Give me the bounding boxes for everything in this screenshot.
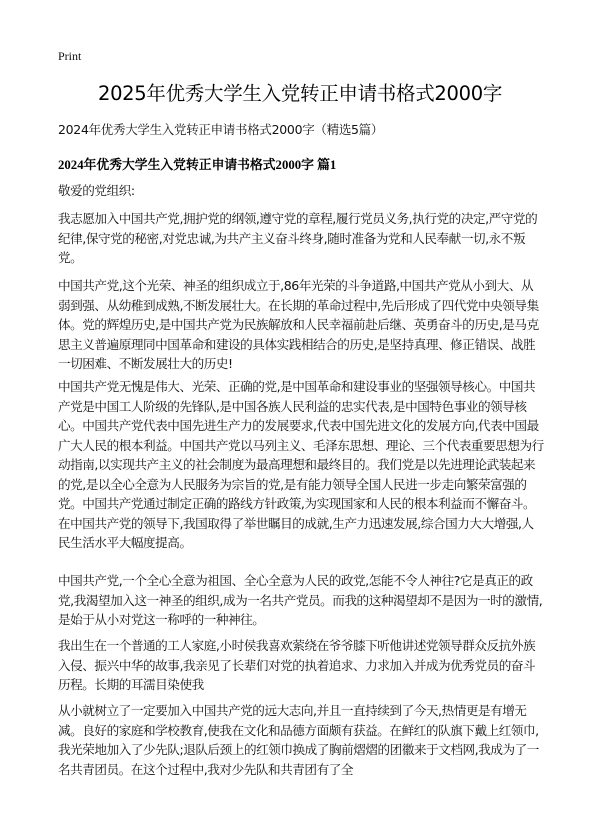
paragraph-4: 中国共产党,一个全心全意为祖国、全心全意为人民的政党,怎能不令人神往?它是真正的政党,我渴望加入这一神圣的组织,成为一名共产党员。而我的这种渴望却不是因为一时的激情,是始于从小对党这一称呼的一种神往。 (58, 573, 543, 627)
greeting: 敬爱的党组织: (58, 183, 135, 198)
paragraph-5: 我出生在一个普通的工人家庭,小时侯我喜欢萦绕在爷爷膝下听他讲述党领导群众反抗外族入侵、振兴中华的故事,我亲见了长辈们对党的执着追求、力求加入并成为优秀党员的奋斗历程。长期的耳濡目染使我 (58, 638, 536, 692)
paragraph-2: 中国共产党,这个光荣、神圣的组织成立于,86年光荣的斗争道路,中国共产党从小到大、从弱到强、从幼稚到成熟,不断发展壮大。在长期的革命过程中,先后形成了四代党中央领导集体。党的辉煌历史,是中国共产党为民族解放和人民幸福前赴后继、英勇奋斗的历史,是马克思主义普遍原理同中国革命和建设的具体实践相结合的历史,是坚持真理、修正错误、战胜一切困难、不断发展壮大的历史! (58, 278, 539, 371)
document-title: 2025年优秀大学生入党转正申请书格式2000字 (97, 82, 503, 105)
print-link[interactable]: Print (58, 49, 82, 63)
section-heading: 2024年优秀大学生入党转正申请书格式2000字 篇1 (58, 158, 337, 172)
paragraph-3: 中国共产党无愧是伟大、光荣、正确的党,是中国革命和建设事业的坚强领导核心。中国共产党是中国工人阶级的先锋队,是中国各族人民利益的忠实代表,是中国特色事业的领导核心。中国共产党代表中国先进生产力的发展要求,代表中国先进文化的发展方向,代表中国最广大人民的根本利益。中国共产党以马列主义、毛泽东思想、理论、三个代表重要思想为行动指南,以实现共产主义的社会制度为最高理想和最终目的。我们党是以先进理论武装起来的党,是以全心全意为人民服务为宗旨的党,是有能力领导全国人民进一步走向繁荣富强的党。中国共产党通过制定正确的路线方针政策,为实现国家和人民的根本利益而不懈奋斗。在中国共产党的领导下,我国取得了举世瞩目的成就,生产力迅速发展,综合国力大大增强,人民生活水平大幅度提高。 (58, 379, 544, 550)
document-subtitle: 2024年优秀大学生入党转正申请书格式2000字（精选5篇） (58, 122, 384, 137)
paragraph-6: 从小就树立了一定要加入中国共产党的远大志向,并且一直持续到了今天,热情更是有增无减。良好的家庭和学校教育,使我在文化和品德方面颇有获益。在鲜红的队旗下戴上红领巾,我光荣地加入了少先队;退队后颈上的红领巾换成了胸前熠熠的团徽来于文档网,我成为了一名共青团员。在这个过程中,我对少先队和共青团有了全 (58, 703, 539, 777)
paragraph-1: 我志愿加入中国共产党,拥护党的纲领,遵守党的章程,履行党员义务,执行党的决定,严守党的纪律,保守党的秘密,对党忠诚,为共产主义奋斗终身,随时准备为党和人民奉献一切,永不叛党。 (58, 211, 538, 265)
